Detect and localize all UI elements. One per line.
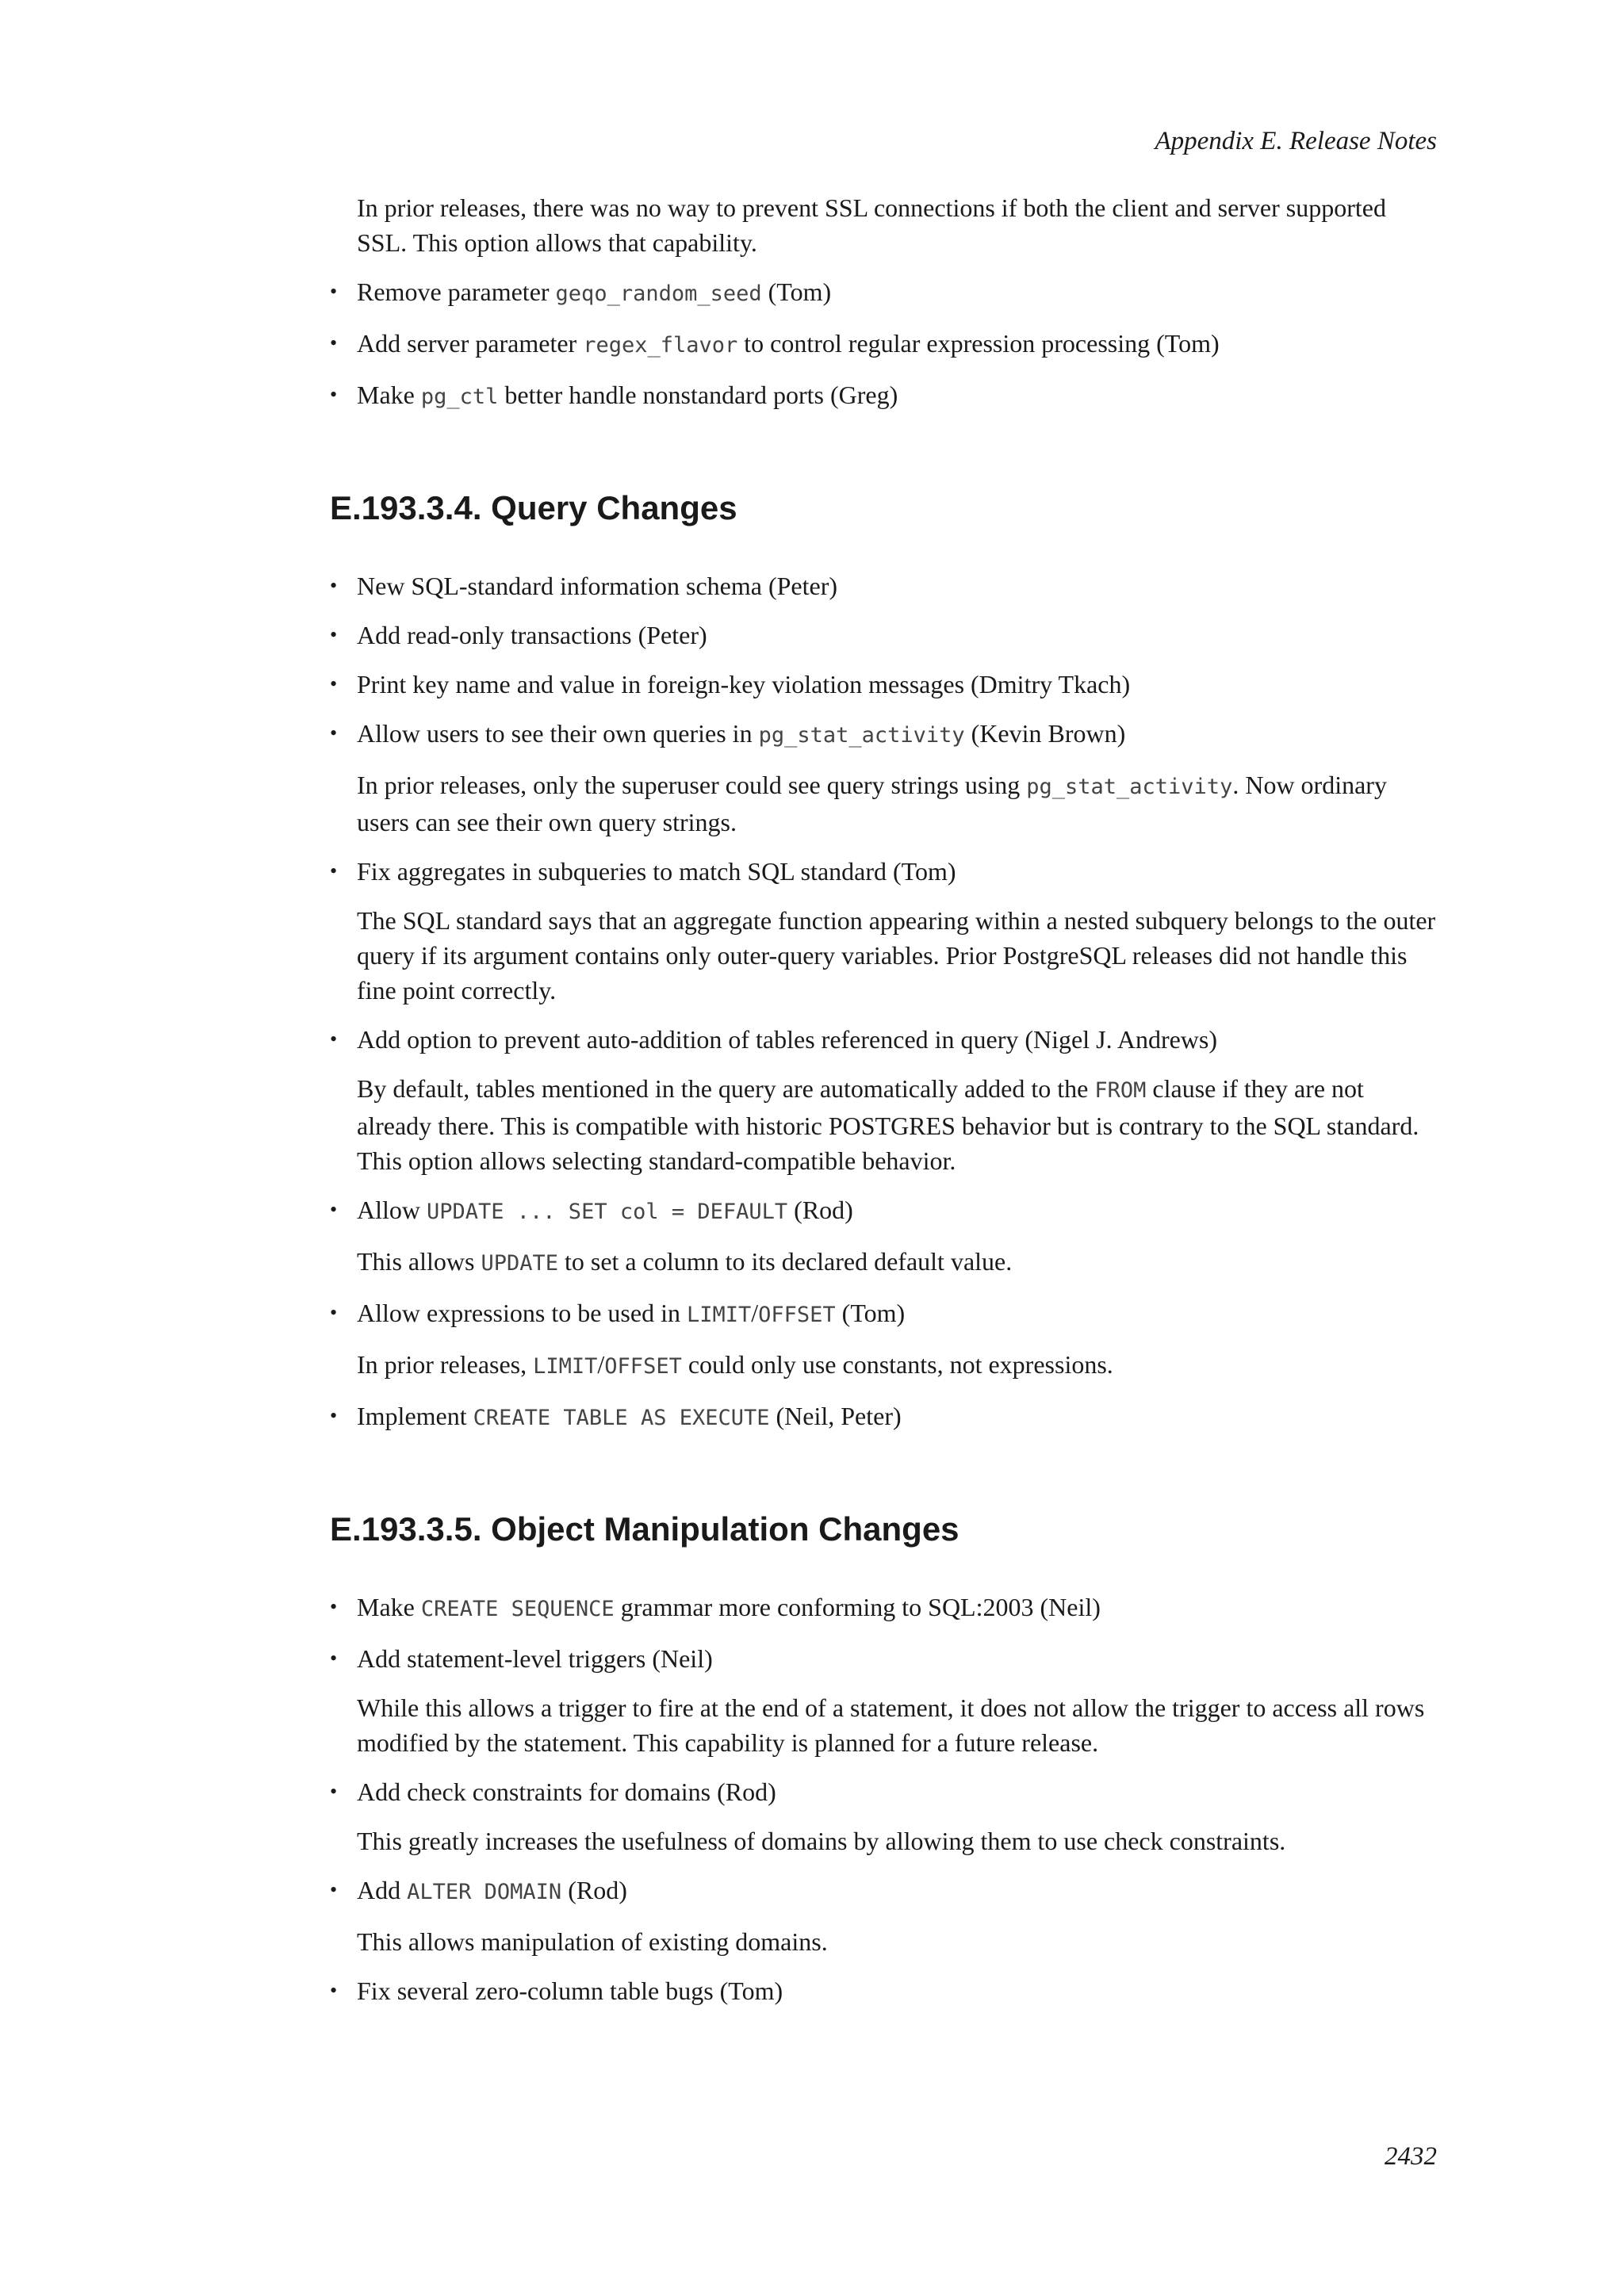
- code-literal: ALTER DOMAIN: [407, 1880, 562, 1904]
- bullet-icon: •: [330, 721, 338, 744]
- code-literal: geqo_random_seed: [555, 281, 762, 306]
- list-item: • Make pg_ctl better handle nonstandard ports (Greg): [330, 377, 1437, 415]
- item-note: This greatly increases the usefulness of domains by allowing them to use check constraints.: [357, 1827, 1286, 1855]
- item-note: The SQL standard says that an aggregate function appearing within a nested subquery belongs to the outer query if its argument contains only outer-query variables. Prior PostgreSQL releases did not handle this fine point correctly.: [357, 906, 1436, 1004]
- list-item: • Implement CREATE TABLE AS EXECUTE (Neil, Peter): [330, 1399, 1437, 1436]
- list-item: • Add server parameter regex_flavor to control regular expression processing (Tom): [330, 326, 1437, 363]
- bullet-icon: •: [330, 1198, 338, 1221]
- code-literal: pg_stat_activity: [758, 723, 965, 748]
- code-literal: CREATE TABLE AS EXECUTE: [473, 1406, 770, 1430]
- item-note: This allows manipulation of existing domains.: [357, 1927, 828, 1956]
- item-note: This allows UPDATE to set a column to its declared default value.: [357, 1247, 1013, 1276]
- list-item: • Print key name and value in foreign-key violation messages (Dmitry Tkach): [330, 667, 1437, 702]
- bullet-icon: •: [330, 859, 338, 882]
- bullet-icon: •: [330, 1595, 338, 1618]
- list-item: • Add option to prevent auto-addition of tables referenced in query (Nigel J. Andrews): [330, 1022, 1437, 1057]
- code-literal: OFFSET: [604, 1354, 682, 1379]
- item-note: While this allows a trigger to fire at the end of a statement, it does not allow the trigger to access all rows modified by the statement. This capability is planned for a future release.: [357, 1693, 1425, 1757]
- list-item: • Allow users to see their own queries in pg_stat_activity (Kevin Brown): [330, 716, 1437, 753]
- bullet-icon: •: [330, 1878, 338, 1901]
- item-note: In prior releases, only the superuser could see query strings using pg_stat_activity. Now ordinary users can see their own query strings.: [357, 771, 1387, 836]
- list-item: • Remove parameter geqo_random_seed (Tom): [330, 274, 1437, 312]
- code-literal: pg_stat_activity: [1026, 775, 1233, 799]
- code-literal: UPDATE: [481, 1251, 558, 1276]
- list-item: • Add statement-level triggers (Neil): [330, 1641, 1437, 1676]
- section-title-object-manipulation: E.193.3.5. Object Manipulation Changes: [330, 1510, 959, 1548]
- code-literal: UPDATE ... SET col = DEFAULT: [427, 1200, 788, 1224]
- code-literal: OFFSET: [758, 1303, 836, 1327]
- list-item: • Allow UPDATE ... SET col = DEFAULT (Rod): [330, 1192, 1437, 1230]
- bullet-icon: •: [330, 1027, 338, 1050]
- bullet-icon: •: [330, 331, 338, 354]
- bullet-icon: •: [330, 1979, 338, 2002]
- code-literal: regex_flavor: [583, 333, 738, 358]
- list-item: • New SQL-standard information schema (Peter): [330, 568, 1437, 603]
- list-item: • Allow expressions to be used in LIMIT/OFFSET (Tom): [330, 1295, 1437, 1333]
- list-item: • Add ALTER DOMAIN (Rod): [330, 1873, 1437, 1910]
- list-item: • Fix aggregates in subqueries to match SQL standard (Tom): [330, 854, 1437, 889]
- list-item: • Make CREATE SEQUENCE grammar more conforming to SQL:2003 (Neil): [330, 1590, 1437, 1627]
- bullet-icon: •: [330, 1404, 338, 1427]
- list-item: • Add check constraints for domains (Rod): [330, 1774, 1437, 1809]
- list-item: • Fix several zero-column table bugs (Tom): [330, 1973, 1437, 2008]
- page-number: 2432: [1385, 2142, 1437, 2171]
- code-literal: CREATE SEQUENCE: [420, 1597, 615, 1621]
- bullet-icon: •: [330, 574, 338, 597]
- page-content: [330, 190, 1437, 2008]
- section-title-query-changes: E.193.3.4. Query Changes: [330, 489, 737, 526]
- bullet-icon: •: [330, 1780, 338, 1803]
- item-note: In prior releases, LIMIT/OFFSET could only use constants, not expressions.: [357, 1350, 1113, 1379]
- bullet-icon: •: [330, 1647, 338, 1670]
- bullet-icon: •: [330, 383, 338, 406]
- running-header: Appendix E. Release Notes: [1155, 127, 1437, 155]
- code-literal: pg_ctl: [420, 385, 499, 409]
- code-literal: FROM: [1094, 1078, 1147, 1103]
- code-literal: LIMIT: [686, 1303, 752, 1327]
- item-note: By default, tables mentioned in the query are automatically added to the FROM clause if they are not already there. This is compatible with historic POSTGRES behavior but is contrary to the SQL standard. This option allows selecting standard-compatible behavior.: [357, 1074, 1419, 1175]
- intro-continuation: In prior releases, there was no way to prevent SSL connections if both the client and server supported SSL. This option allows that capability.: [357, 193, 1386, 257]
- bullet-icon: •: [330, 672, 338, 695]
- list-item: • Add read-only transactions (Peter): [330, 618, 1437, 652]
- bullet-icon: •: [330, 623, 338, 646]
- bullet-icon: •: [330, 280, 338, 303]
- bullet-icon: •: [330, 1301, 338, 1324]
- code-literal: LIMIT: [533, 1354, 598, 1379]
